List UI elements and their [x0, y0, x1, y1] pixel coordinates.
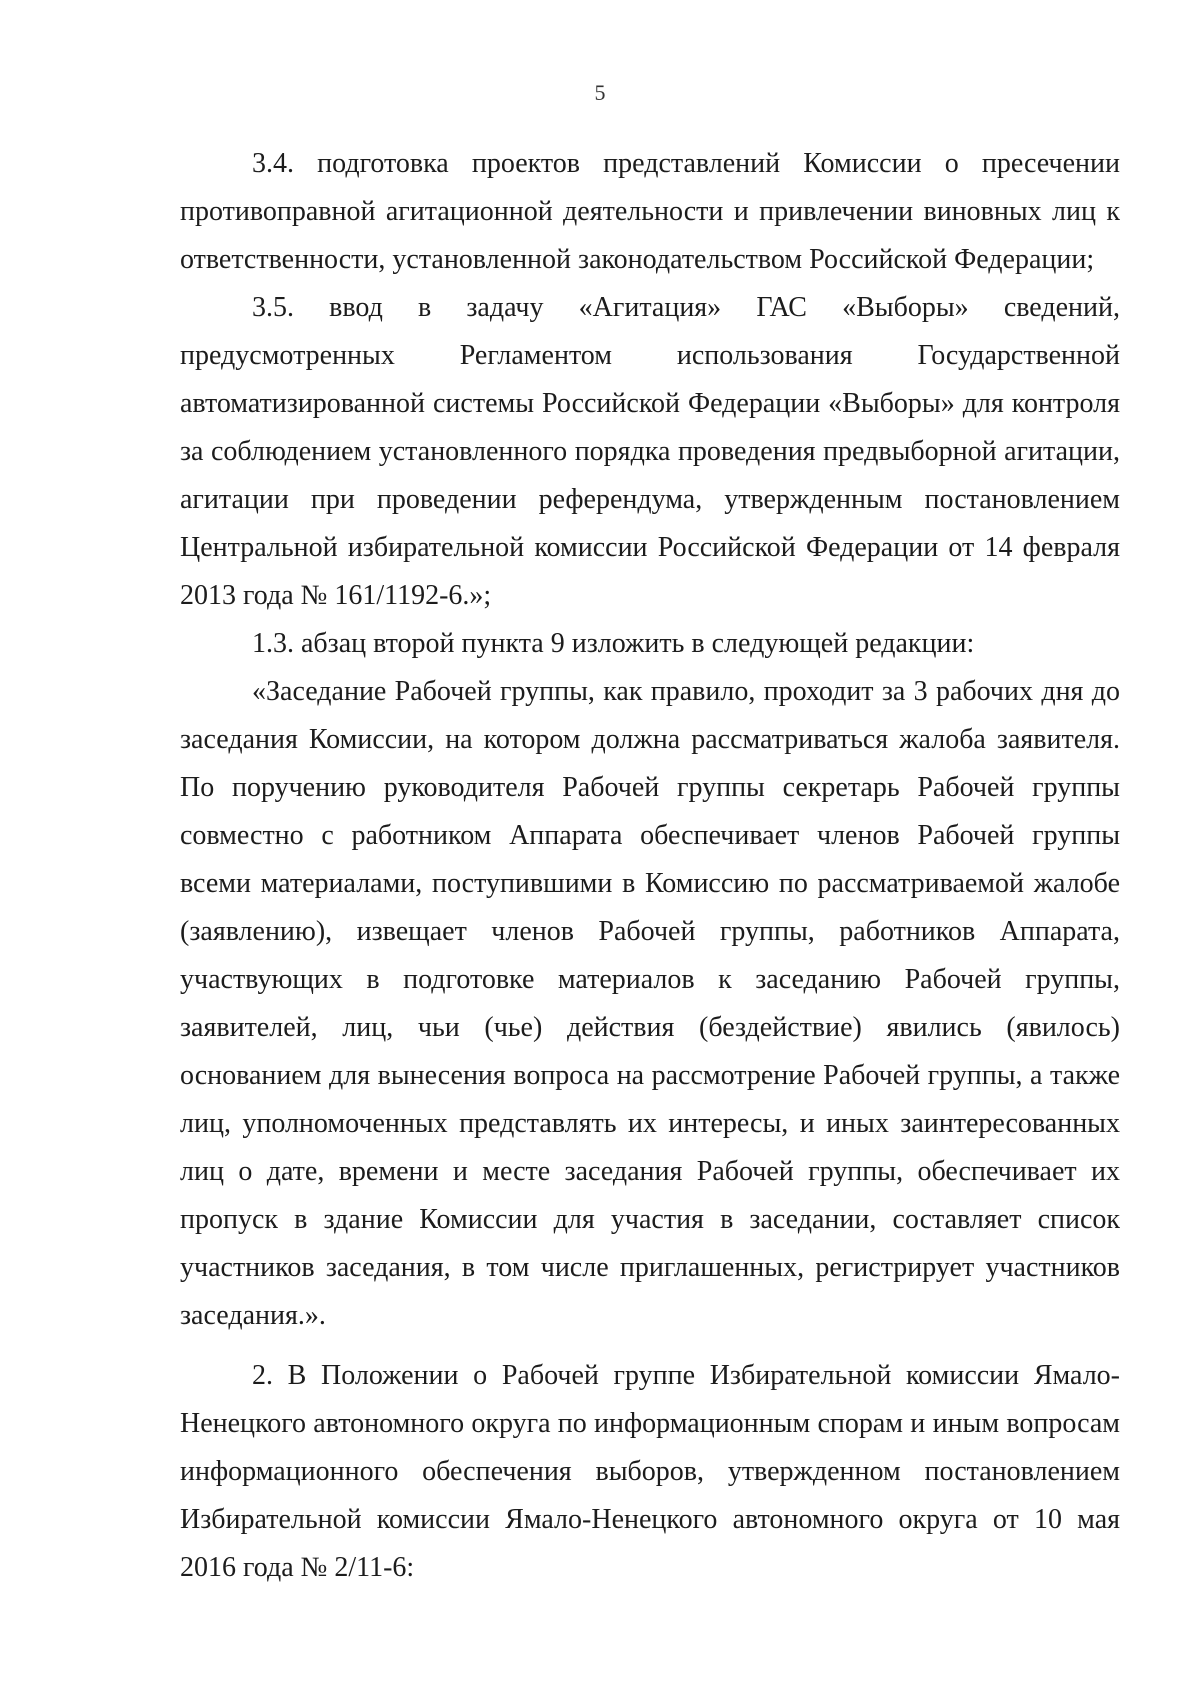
paragraph-1-3: 1.3. абзац второй пункта 9 изложить в следующей редакции: [252, 628, 975, 659]
page-number: 5 [594, 80, 606, 105]
document-body [180, 140, 1120, 1592]
paragraph-3-4: 3.4. подготовка проектов представлений Комиссии о пресечении противоправной агитационной деятельности и привлечении виновных лиц к ответственности, установленной законодательством Российской Федерации; [180, 148, 1120, 275]
paragraph-2-regulation: 2. В Положении о Рабочей группе Избирательной комиссии Ямало-Ненецкого автономного округа по информационным спорам и иным вопросам информационного обеспечения выборов, утвержденном постановлением Избирательной комиссии Ямало-Ненецкого автономного округа от 10 мая 2016 года № 2/11-6: [180, 1360, 1120, 1583]
paragraph-3-5: 3.5. ввод в задачу «Агитация» ГАС «Выборы» сведений, предусмотренных Регламентом использования Государственной автоматизированной системы Российской Федерации «Выборы» для контроля за соблюдением установленного порядка проведения предвыборной агитации, агитации при проведении референдума, утвержденным постановлением Центральной избирательной комиссии Российской Федерации от 14 февраля 2013 года № 161/1192-6.»; [180, 292, 1120, 611]
paragraph-quote-session: «Заседание Рабочей группы, как правило, проходит за 3 рабочих дня до заседания Комиссии, на котором должна рассматриваться жалоба заявителя. По поручению руководителя Рабочей группы секретарь Рабочей группы совместно с работником Аппарата обеспечивает членов Рабочей группы всеми материалами, поступившими в Комиссию по рассматриваемой жалобе (заявлению), извещает членов Рабочей группы, работников Аппарата, участвующих в подготовке материалов к заседанию Рабочей группы, заявителей, лиц, чьи (чье) действия (бездействие) явились (явилось) основанием для вынесения вопроса на рассмотрение Рабочей группы, а также лиц, уполномоченных представлять их интересы, и иных заинтересованных лиц о дате, времени и месте заседания Рабочей группы, обеспечивает их пропуск в здание Комиссии для участия в заседании, составляет список участников заседания, в том числе приглашенных, регистрирует участников заседания.». [180, 676, 1120, 1331]
